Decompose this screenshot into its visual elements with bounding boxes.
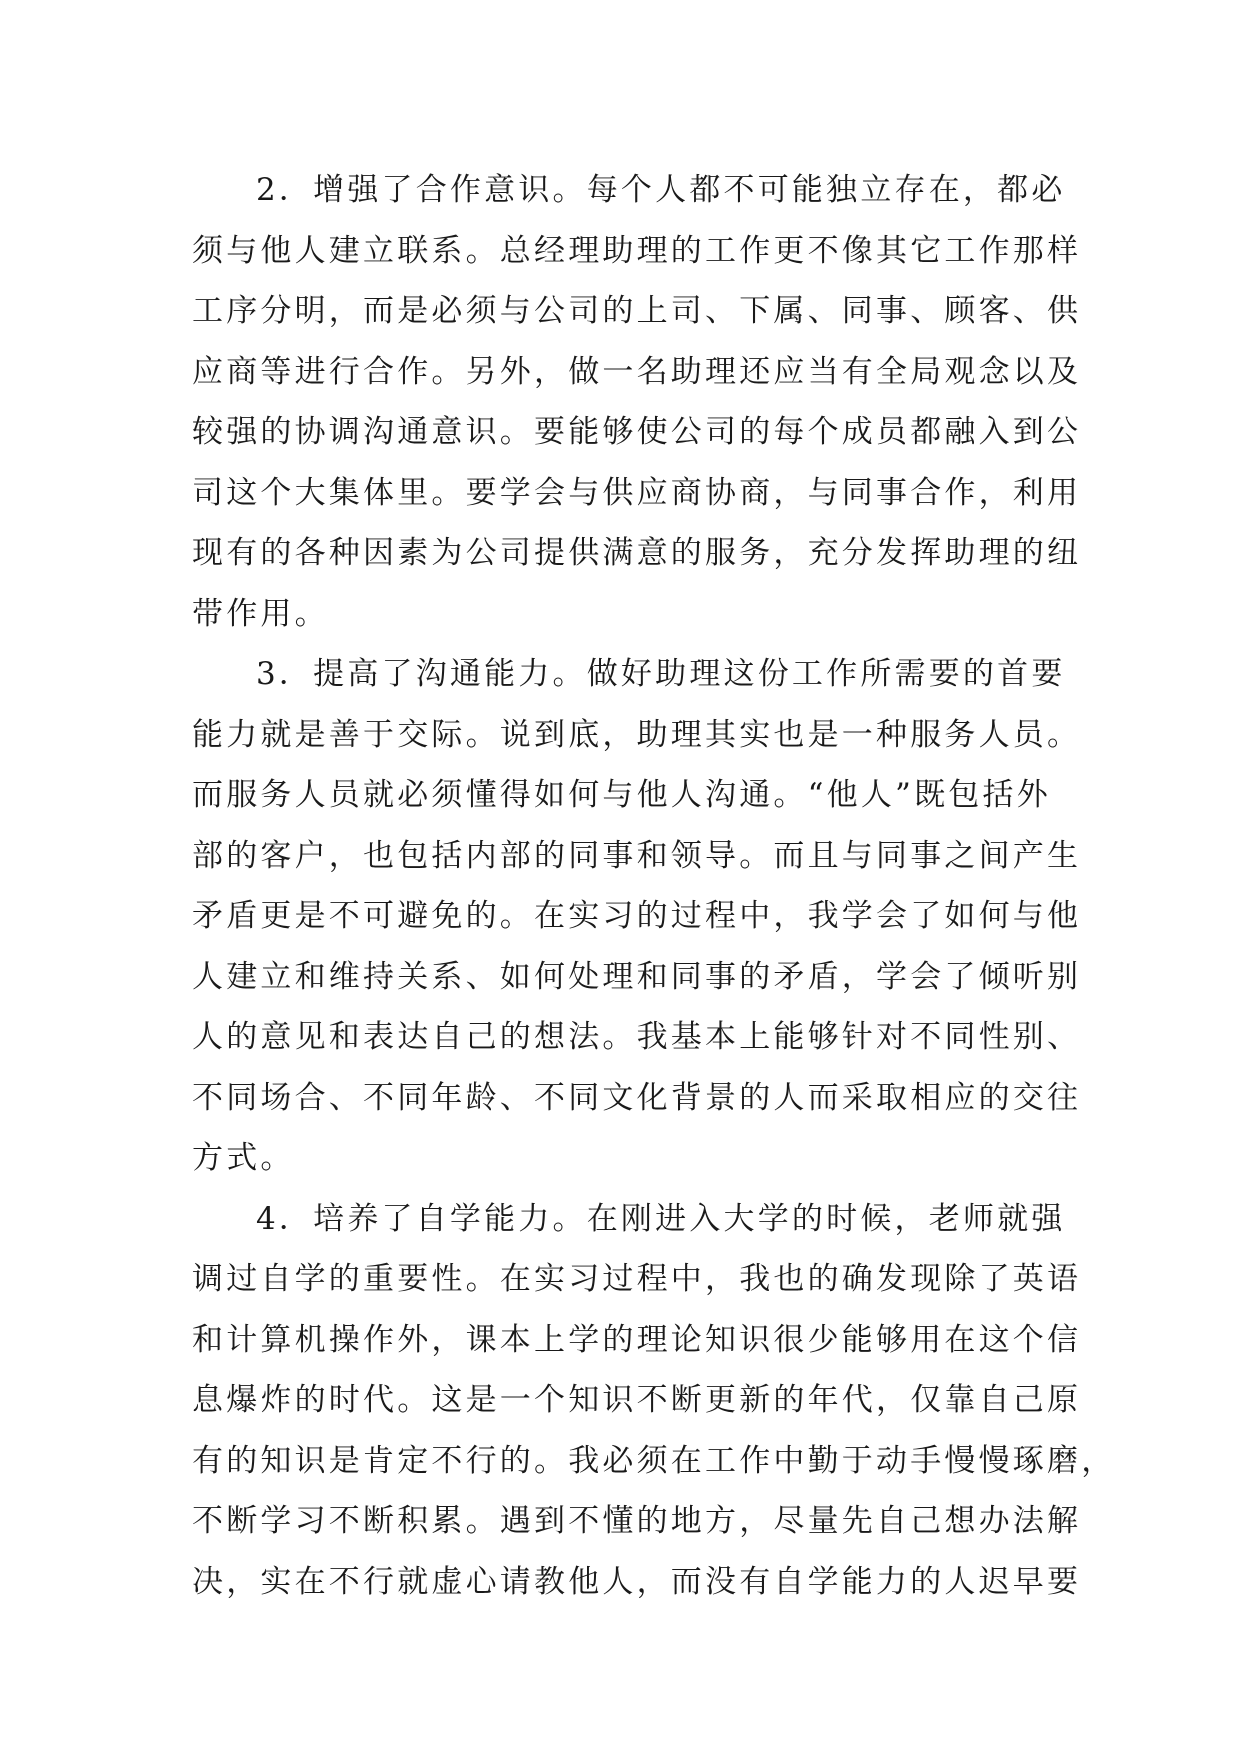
paragraph-line: 2．增强了合作意识。每个人都不可能独立存在，都必 <box>256 172 1066 208</box>
paragraph-line: 工序分明，而是必须与公司的上司、下属、同事、顾客、供 <box>192 293 1082 329</box>
paragraph-line: 矛盾更是不可避免的。在实习的过程中，我学会了如何与他 <box>192 898 1082 934</box>
paragraph-line: 须与他人建立联系。总经理助理的工作更不像其它工作那样 <box>192 232 1082 269</box>
paragraph-line: 带作用。 <box>192 595 329 632</box>
paragraph-line: 和计算机操作外，课本上学的理论知识很少能够用在这个信 <box>192 1321 1082 1358</box>
paragraph-line: 有的知识是肯定不行的。我必须在工作中勤于动手慢慢琢磨， <box>192 1442 1116 1479</box>
paragraph-line: 现有的各种因素为公司提供满意的服务，充分发挥助理的纽 <box>192 535 1082 571</box>
paragraph-line: 能力就是善于交际。说到底，助理其实也是一种服务人员。 <box>192 716 1082 753</box>
paragraph-line: 而服务人员就必须懂得如何与他人沟通。“他人”既包括外 <box>192 777 1051 813</box>
paragraph-line: 4．培养了自学能力。在刚进入大学的时候，老师就强 <box>256 1200 1066 1237</box>
paragraph-line: 较强的协调沟通意识。要能够使公司的每个成员都融入到公 <box>192 414 1082 450</box>
paragraph-line: 应商等进行合作。另外，做一名助理还应当有全局观念以及 <box>192 353 1082 390</box>
paragraph-line: 人的意见和表达自己的想法。我基本上能够针对不同性别、 <box>192 1019 1082 1055</box>
paragraph-line: 3．提高了沟通能力。做好助理这份工作所需要的首要 <box>256 656 1066 692</box>
paragraph-line: 调过自学的重要性。在实习过程中，我也的确发现除了英语 <box>192 1261 1082 1297</box>
paragraph-line: 人建立和维持关系、如何处理和同事的矛盾，学会了倾听别 <box>192 958 1082 995</box>
paragraph-line: 不同场合、不同年龄、不同文化背景的人而采取相应的交往 <box>192 1079 1082 1116</box>
paragraph-line: 决，实在不行就虚心请教他人，而没有自学能力的人迟早要 <box>192 1563 1082 1600</box>
body-text <box>192 160 1116 1612</box>
paragraph-line: 方式。 <box>192 1140 295 1176</box>
paragraph-line: 不断学习不断积累。遇到不懂的地方，尽量先自己想办法解 <box>192 1503 1082 1539</box>
paragraph-line: 司这个大集体里。要学会与供应商协商，与同事合作，利用 <box>192 474 1082 511</box>
paragraph-line: 息爆炸的时代。这是一个知识不断更新的年代，仅靠自己原 <box>192 1382 1082 1418</box>
paragraph-line: 部的客户，也包括内部的同事和领导。而且与同事之间产生 <box>192 837 1082 874</box>
